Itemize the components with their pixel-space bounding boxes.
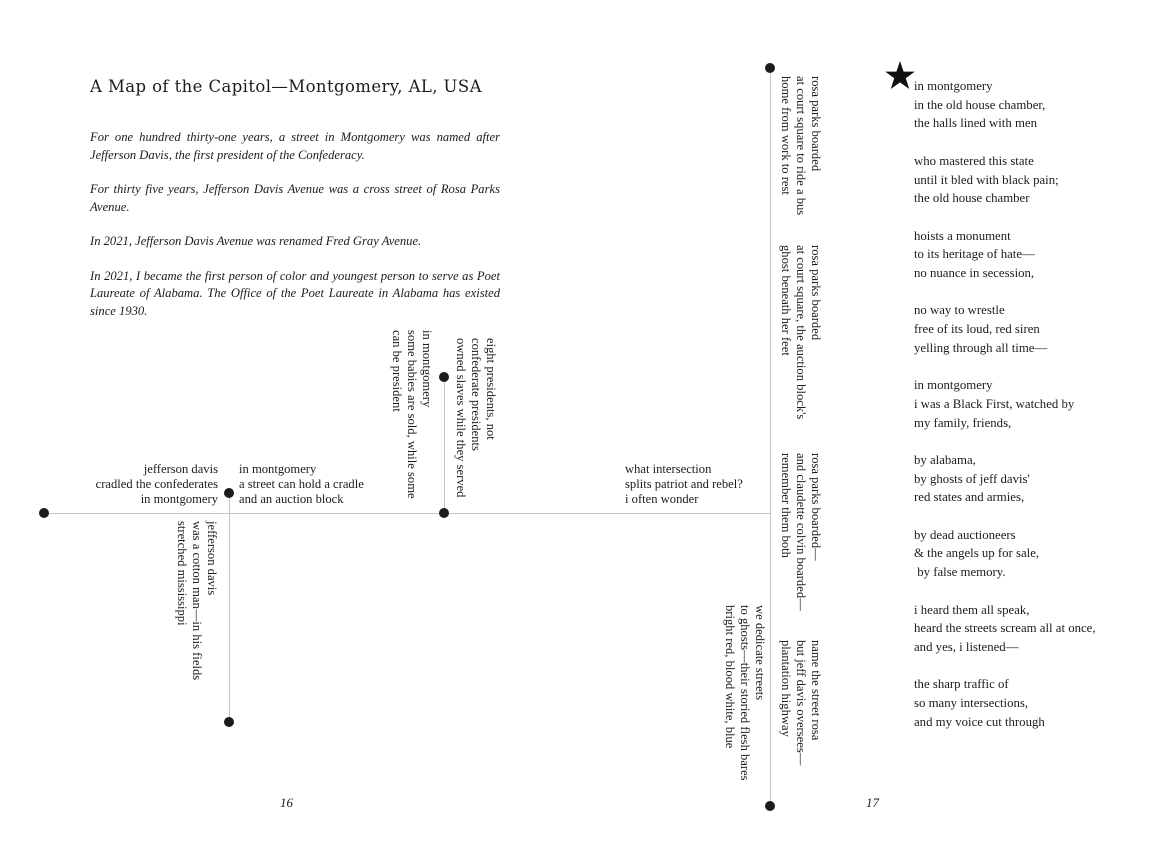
map-point (224, 717, 234, 727)
page-number-left: 16 (280, 795, 293, 810)
intro-paragraph: In 2021, I became the first person of color and youngest person to serve as Poet Laureate of Alabama. The Office of the Poet Laureate in Alabama has existed since 1930. (90, 268, 500, 318)
street-vertical-right (770, 68, 771, 806)
poem-stanza: in montgomery i was a Black First, watched by my family, friends, (914, 378, 1075, 430)
note-overseer: name the street rosa but jeff davis oversees— plantation highway (779, 640, 823, 766)
map-point (439, 508, 449, 518)
note-intersection: what intersection splits patriot and rebel? i often wonder (625, 462, 743, 506)
poem-stanza: in montgomery in the old house chamber, the halls lined with men (914, 79, 1046, 131)
intro-text (90, 129, 500, 337)
intro-paragraph: In 2021, Jefferson Davis Avenue was renamed Fred Gray Avenue. (90, 234, 422, 248)
poem-stanza: no way to wrestle free of its loud, red siren yelling through all time— (914, 303, 1048, 355)
note-cotton: jefferson davis was a cotton man—in his fields stretched mississippi (175, 521, 219, 681)
page-number-right: 17 (866, 795, 879, 810)
poem-stanza: by alabama, by ghosts of jeff davis' red states and armies, (914, 452, 1030, 505)
map-point (439, 372, 449, 382)
note-auction: rosa parks boarded at court square, the auction block's ghost beneath her feet (779, 245, 823, 420)
map-point (765, 801, 775, 811)
intro-paragraph: For thirty five years, Jefferson Davis Avenue was a cross street of Rosa Parks Avenue. (90, 182, 500, 214)
note-dedicate: we dedicate streets to ghosts—their storied flesh bares bright red, blood white, blue (723, 605, 767, 781)
note-cradled: jefferson davis cradled the confederates in montgomery (95, 462, 218, 506)
street-horizontal (44, 513, 771, 514)
intro-paragraph: For one hundred thirty-one years, a street in Montgomery was named after Jefferson Davis, the first president of the Confederacy. (90, 130, 500, 162)
poem-stanza: who mastered this state until it bled with black pain; the old house chamber (914, 153, 1059, 206)
star-icon (884, 60, 916, 92)
poem-stanza: the sharp traffic of so many intersections, and my voice cut through (914, 677, 1045, 729)
poem (914, 77, 1134, 750)
note-bus: rosa parks boarded at court square to ride a bus home from work to rest (779, 76, 823, 216)
note-claudette: rosa parks boarded— and claudette colvin boarded— remember them both (779, 453, 823, 611)
map-point (224, 488, 234, 498)
map-point (765, 63, 775, 73)
note-cradle: in montgomery a street can hold a cradle and an auction block (239, 462, 364, 506)
street-vertical-middle (444, 377, 445, 514)
note-babies: in montgomery some babies are sold, while some can be president (390, 330, 434, 499)
street-vertical-left (229, 493, 230, 723)
poem-stanza: i heard them all speak, heard the streets scream all at once, and yes, i listened— (914, 602, 1096, 654)
note-presidents: eight presidents, not confederate presidents owned slaves while they served (454, 338, 498, 498)
poem-stanza: hoists a monument to its heritage of hate— no nuance in secession, (914, 228, 1035, 280)
poem-stanza: by dead auctioneers & the angels up for sale, by false memory. (914, 527, 1040, 580)
map-point (39, 508, 49, 518)
page-title: A Map of the Capitol—Montgomery, AL, USA (90, 77, 482, 96)
